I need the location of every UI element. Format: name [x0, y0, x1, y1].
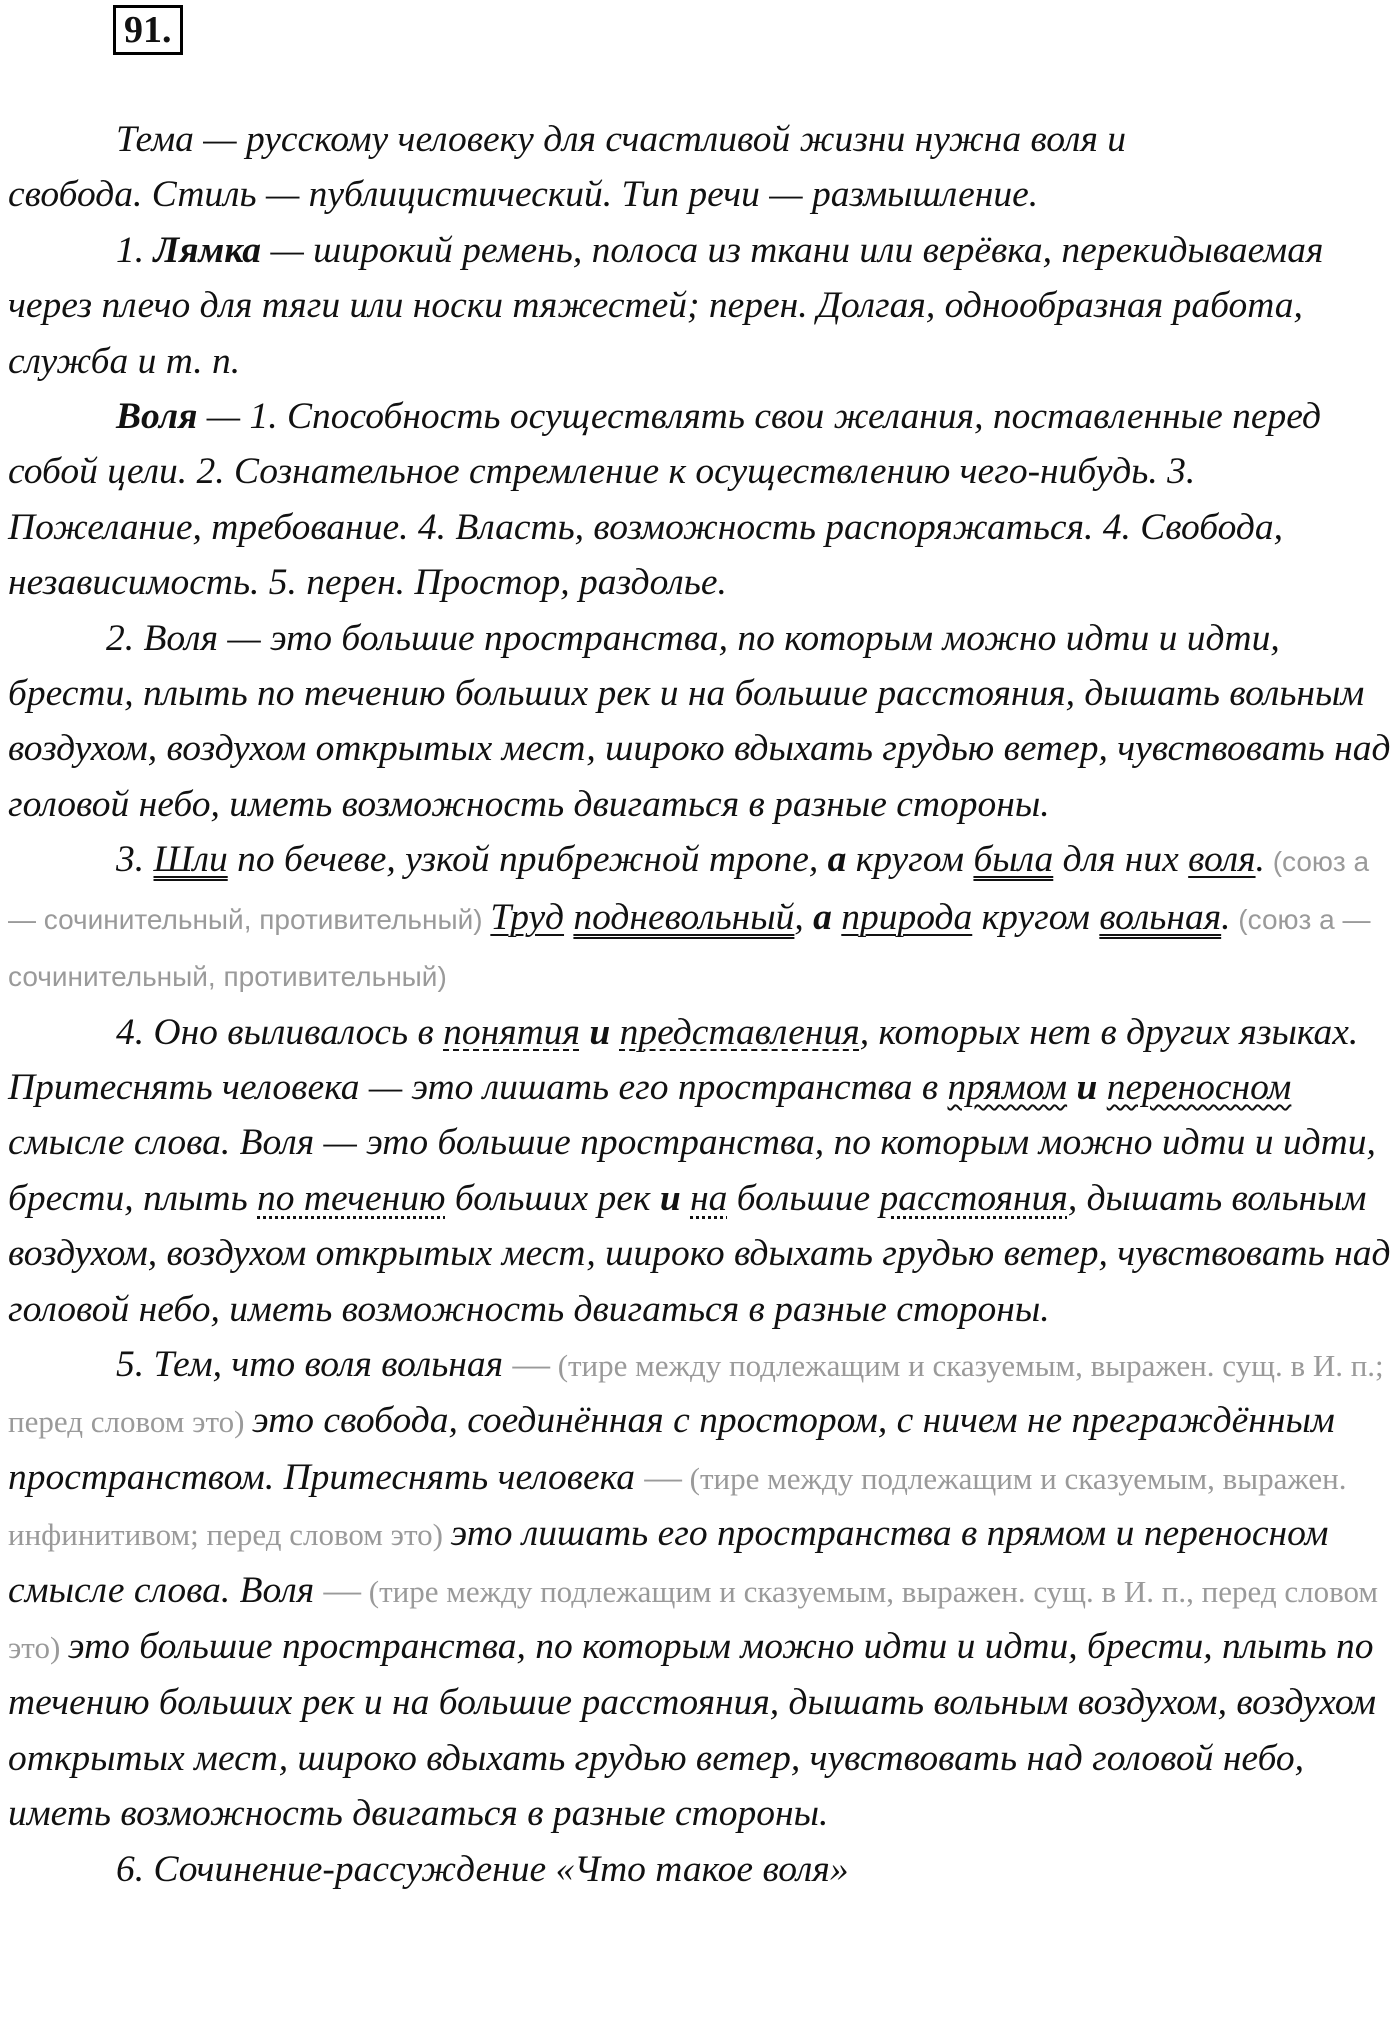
- item-4-text: [580, 1012, 589, 1053]
- item-4-text: [610, 1012, 619, 1053]
- subject-priroda: природа: [841, 896, 973, 938]
- item-3-text: [832, 897, 841, 938]
- item-4-text: [681, 1178, 690, 1219]
- object-ponyatiya: понятия: [443, 1011, 580, 1053]
- item-4-text: больших рек: [445, 1177, 660, 1219]
- item-5-text: 5. Тем, что воля вольная: [116, 1343, 513, 1385]
- lyamka-definition: — широкий ремень, полоса из ткани или верёвка, перекидываемая через плечо для тяги или носки тяжестей; перен. Долгая, однообразная работа, служба и т. п.: [8, 229, 1324, 382]
- dash-mark: —: [323, 1569, 362, 1611]
- item-3-number: 3.: [116, 839, 154, 881]
- volya-dash: —: [197, 396, 250, 438]
- grammar-note: (союз а — сочинительный, противительный): [8, 903, 1371, 993]
- term-lyamka: Лямка: [153, 229, 262, 271]
- volya-meanings: 1. Способность осуществлять свои желания, поставленные перед собой цели. 2. Сознательное стремление к осуществлению чего-нибудь. 3. Пожелание, требование. 4. Власть, возможность распоряжаться. 4. Свобода, независимость. 5. перен. Простор, раздолье.: [8, 396, 1321, 604]
- item-3: [8, 832, 1396, 1004]
- dash-mark: —: [644, 1456, 682, 1498]
- conjunction-a: а: [827, 839, 847, 881]
- item-4-text: 4. Оно выливалось в: [116, 1011, 444, 1053]
- item-4-text: большие: [727, 1177, 880, 1219]
- adverbial-po-techeniyu: по течению: [257, 1177, 446, 1219]
- item-1-number: 1.: [116, 229, 154, 271]
- item-4-text: , которых нет в других языках. Притеснять человека — это лишать его пространства в: [8, 1011, 1359, 1108]
- predicate-podnevolny: подневольный: [573, 896, 795, 938]
- item-3-text: для них: [1053, 839, 1189, 881]
- volya-definition: [8, 389, 1396, 611]
- adverbial-rasstoyaniya: расстояния: [879, 1177, 1068, 1219]
- item-5: [8, 1337, 1396, 1842]
- item-4-text: [1097, 1067, 1106, 1108]
- exercise-text: [8, 112, 1396, 1897]
- conjunction-i: и: [1076, 1066, 1098, 1108]
- item-5-text: это лишать его пространства в прямом и переносном смысле слова. Воля: [8, 1513, 1329, 1611]
- item-5-text: это большие пространства, по которым можно идти и идти, брести, плыть по течению больших рек и на большие расстояния, дышать вольным воздухом, воздухом открытых мест, широко вдыхать грудью ветер, чувствовать над головой небо, иметь возможность двигаться в разные стороны.: [8, 1625, 1377, 1835]
- dash-mark: —: [512, 1343, 550, 1385]
- exercise-number: 91.: [113, 5, 183, 55]
- item-5-text: это свобода, соединённая с простором, с ничем не преграждённым пространством. Притеснять человека: [8, 1400, 1335, 1498]
- conjunction-i: и: [589, 1011, 611, 1053]
- item-3-text: .: [1221, 896, 1231, 938]
- item-4-text: смысле слова. Воля — это большие пространства, по которым можно идти и идти, брести, плыть: [8, 1122, 1376, 1219]
- item-3-text: кругом: [972, 896, 1100, 938]
- term-volya: Воля: [116, 396, 198, 438]
- item-3-text: по бечеве, узкой прибрежной тропе,: [227, 839, 828, 881]
- item-1-lyamka: [8, 223, 1396, 389]
- punctuation-note: (тире между подлежащим и сказуемым, выражен. сущ. в И. п., перед словом это): [8, 1573, 1379, 1665]
- adverbial-na: на: [690, 1177, 728, 1219]
- conjunction-a: а: [813, 896, 832, 938]
- item-4-text: , дышать вольным воздухом, воздухом открытых мест, широко вдыхать грудью ветер, чувствовать над головой небо, иметь возможность двигаться в разные стороны.: [8, 1177, 1391, 1330]
- subject-volya: воля: [1188, 839, 1256, 881]
- predicate-byla: была: [973, 839, 1054, 881]
- subject-trud: Труд: [490, 896, 565, 938]
- item-6: 6. Сочинение-рассуждение «Что такое воля»: [116, 1848, 849, 1890]
- punctuation-note: (тире между подлежащим и сказуемым, выражен. инфинитивом; перед словом это): [8, 1460, 1347, 1553]
- grammar-note: (союз а — сочинительный, противительный): [8, 846, 1370, 935]
- attribute-perenosnom: переносном: [1106, 1066, 1292, 1108]
- topic-paragraph: [8, 112, 1396, 223]
- item-2: 2. Воля — это большие пространства, по которым можно идти и идти, брести, плыть по течению больших рек и на большие расстояния, дышать вольным воздухом, воздухом открытых мест, широко вдыхать грудью ветер, чувствовать над головой небо, иметь возможность двигаться в разные стороны.: [8, 617, 1391, 825]
- item-3-text: .: [1255, 839, 1265, 881]
- item-4: [8, 1005, 1396, 1337]
- topic-line-1: Тема — русскому человеку для счастливой жизни нужна воля и: [116, 119, 1127, 160]
- object-predstavleniya: представления: [619, 1011, 860, 1053]
- item-3-text: кругом: [846, 839, 974, 881]
- conjunction-i: и: [659, 1177, 681, 1219]
- punctuation-note: (тире между подлежащим и сказуемым, выражен. сущ. в И. п.; перед словом это): [8, 1347, 1384, 1440]
- attribute-pryamom: прямом: [947, 1066, 1068, 1108]
- predicate-shli: Шли: [153, 839, 228, 881]
- item-3-text: [564, 897, 573, 938]
- topic-line-2: свобода. Стиль — публицистический. Тип речи — размышление.: [8, 174, 1039, 216]
- item-3-text: ,: [794, 896, 814, 938]
- predicate-volnaya: вольная: [1099, 896, 1222, 938]
